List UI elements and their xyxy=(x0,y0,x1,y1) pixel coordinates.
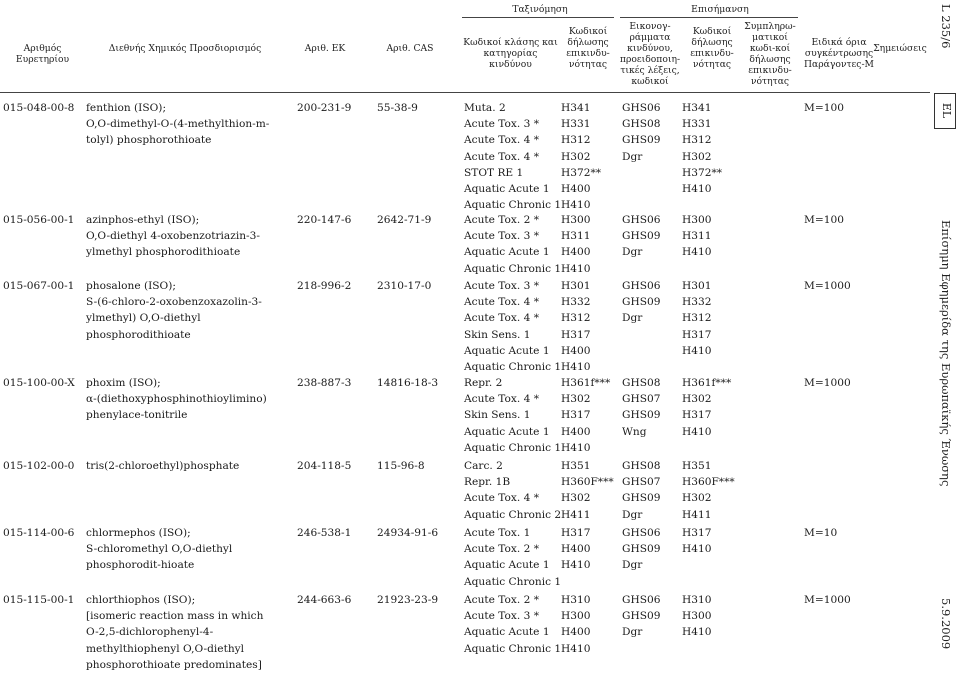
cas-number: 14816-18-3 xyxy=(377,377,439,389)
pictogram-codes: GHS08 GHS07 GHS09 Dgr xyxy=(622,460,661,521)
label-hazard-codes: H361f*** H302 H317 H410 xyxy=(682,377,732,438)
label-hazard-codes: H341 H331 H312 H302 H372** H410 xyxy=(682,102,723,196)
label-hazard-codes: H317 H410 xyxy=(682,527,712,556)
header-group-labelling: Επισήμανση xyxy=(691,4,749,15)
page-reference: L 235/6 xyxy=(939,4,953,49)
class-codes: Carc. 2 Repr. 1B Acute Tox. 4 * Aquatic Chronic 2 xyxy=(464,460,562,521)
header-col-name: Διεθνής Χημικός Προσδιορισμός xyxy=(108,43,262,54)
chemical-name: phoxim (ISO); α-(diethoxyphosphinothioylimino) phenylace-tonitrile xyxy=(86,377,267,422)
header-col-suppl: Συμπληρω-ματικοί κωδι-κοί δήλωσης επικινδυ-νότητας xyxy=(744,21,796,87)
cas-number: 24934-91-6 xyxy=(377,527,439,539)
header-col-label-hazard-codes: Κωδικοί δήλωσης επικινδυ-νότητας xyxy=(690,26,734,70)
pictogram-codes: GHS06 GHS09 Dgr xyxy=(622,214,661,259)
group-rule-labelling xyxy=(620,17,798,18)
pictogram-codes: GHS06 GHS09 Dgr xyxy=(622,280,661,325)
hazard-codes: H361f*** H302 H317 H400 H410 xyxy=(561,377,611,454)
journal-title: Επίσημη Εφημερίδα της Ευρωπαϊκής Ένωσης xyxy=(939,220,953,487)
concentration-limits: M=1000 xyxy=(804,377,851,389)
pictogram-codes: GHS06 GHS09 Dgr xyxy=(622,594,661,639)
index-number: 015-115-00-1 xyxy=(3,594,75,606)
header-col-hazard-codes: Κωδικοί δήλωσης επικινδυ-νότητας xyxy=(566,26,610,70)
label-hazard-codes: H301 H332 H312 H317 H410 xyxy=(682,280,712,357)
class-codes: Muta. 2 Acute Tox. 3 * Acute Tox. 4 * Acute Tox. 4 * STOT RE 1 Aquatic Acute 1 Aquatic Chronic 1 xyxy=(464,102,562,212)
hazard-codes: H341 H331 H312 H302 H372** H400 H410 xyxy=(561,102,602,212)
concentration-limits: M=10 xyxy=(804,527,838,539)
concentration-limits: M=100 xyxy=(804,102,844,114)
class-codes: Acute Tox. 3 * Acute Tox. 4 * Acute Tox. 4 * Skin Sens. 1 Aquatic Acute 1 Aquatic Chronic 1 xyxy=(464,280,562,374)
hazard-codes: H351 H360F*** H302 H411 xyxy=(561,460,614,521)
ec-number: 220-147-6 xyxy=(297,214,352,226)
pictogram-codes: GHS06 GHS09 Dgr xyxy=(622,527,661,572)
header-group-classification: Ταξινόμηση xyxy=(512,4,568,15)
pictogram-codes: GHS06 GHS08 GHS09 Dgr xyxy=(622,102,661,163)
concentration-limits: M=1000 xyxy=(804,280,851,292)
chemical-name: phosalone (ISO); S-(6-chloro-2-oxobenzoxazolin-3-ylmethyl) O,O-diethyl phosphorodithioate xyxy=(86,280,262,341)
header-col-limits: Ειδικά όρια συγκέντρωσης Παράγοντες-Μ xyxy=(804,37,874,70)
chemical-name: chlormephos (ISO); S-chloromethyl O,O-diethyl phosphorodit-hioate xyxy=(86,527,233,572)
ec-number: 246-538-1 xyxy=(297,527,352,539)
label-hazard-codes: H351 H360F*** H302 H411 xyxy=(682,460,735,521)
index-number: 015-114-00-6 xyxy=(3,527,75,539)
index-number: 015-067-00-1 xyxy=(3,280,75,292)
index-number: 015-102-00-0 xyxy=(3,460,75,472)
index-number: 015-048-00-8 xyxy=(3,102,75,114)
header-col-pictograms: Εικονογ-ράμματα κινδύνου, προειδοποιη-τικές λέξεις, κωδικοί xyxy=(619,21,681,87)
label-hazard-codes: H310 H300 H410 xyxy=(682,594,712,639)
header-col-class-codes: Κωδικοί κλάσης και κατηγορίας κινδύνου xyxy=(463,37,558,70)
chemical-name: azinphos-ethyl (ISO); O,O-diethyl 4-oxobenzotriazin-3-ylmethyl phosphorodithioate xyxy=(86,214,260,259)
chemical-name: tris(2-chloroethyl)phosphate xyxy=(86,460,240,472)
cas-number: 2642-71-9 xyxy=(377,214,432,226)
concentration-limits: M=1000 xyxy=(804,594,851,606)
class-codes: Acute Tox. 2 * Acute Tox. 3 * Aquatic Acute 1 Aquatic Chronic 1 xyxy=(464,594,562,655)
group-rule-classification xyxy=(462,17,614,18)
ec-number: 200-231-9 xyxy=(297,102,352,114)
header-col-notes: Σημειώσεις xyxy=(873,43,927,54)
header-col-ec: Αριθ. ΕΚ xyxy=(304,43,346,54)
hazard-codes: H300 H311 H400 H410 xyxy=(561,214,591,275)
cas-number: 2310-17-0 xyxy=(377,280,432,292)
pictogram-codes: GHS08 GHS07 GHS09 Wng xyxy=(622,377,661,438)
hazard-codes: H301 H332 H312 H317 H400 H410 xyxy=(561,280,591,374)
cas-number: 55-38-9 xyxy=(377,102,418,114)
hazard-codes: H310 H300 H400 H410 xyxy=(561,594,591,655)
header-bottom-rule xyxy=(0,92,930,93)
class-codes: Acute Tox. 1 Acute Tox. 2 * Aquatic Acute 1 Aquatic Chronic 1 xyxy=(464,527,562,588)
index-number: 015-056-00-1 xyxy=(3,214,75,226)
ec-number: 238-887-3 xyxy=(297,377,352,389)
ec-number: 244-663-6 xyxy=(297,594,352,606)
cas-number: 115-96-8 xyxy=(377,460,425,472)
class-codes: Repr. 2 Acute Tox. 4 * Skin Sens. 1 Aquatic Acute 1 Aquatic Chronic 1 xyxy=(464,377,562,454)
header-col-cas: Αριθ. CAS xyxy=(386,43,434,54)
header-col-index: Αριθμός Ευρετηρίου xyxy=(15,43,70,65)
label-hazard-codes: H300 H311 H410 xyxy=(682,214,712,259)
cas-number: 21923-23-9 xyxy=(377,594,439,606)
publication-date: 5.9.2009 xyxy=(939,598,953,650)
concentration-limits: M=100 xyxy=(804,214,844,226)
language-box xyxy=(934,93,956,129)
class-codes: Acute Tox. 2 * Acute Tox. 3 * Aquatic Acute 1 Aquatic Chronic 1 xyxy=(464,214,562,275)
index-number: 015-100-00-X xyxy=(3,377,75,389)
ec-number: 218-996-2 xyxy=(297,280,352,292)
ec-number: 204-118-5 xyxy=(297,460,352,472)
language-code: EL xyxy=(940,102,954,119)
chemical-name: fenthion (ISO); O,O-dimethyl-O-(4-methylthion-m-tolyl) phosphorothioate xyxy=(86,102,270,147)
hazard-codes: H317 H400 H410 xyxy=(561,527,591,572)
chemical-name: chlorthiophos (ISO); [isomeric reaction mass in which O-2,5-dichlorophenyl-4-methylthiophenyl O,O-diethyl phosphorothioate predominates] xyxy=(86,594,264,671)
